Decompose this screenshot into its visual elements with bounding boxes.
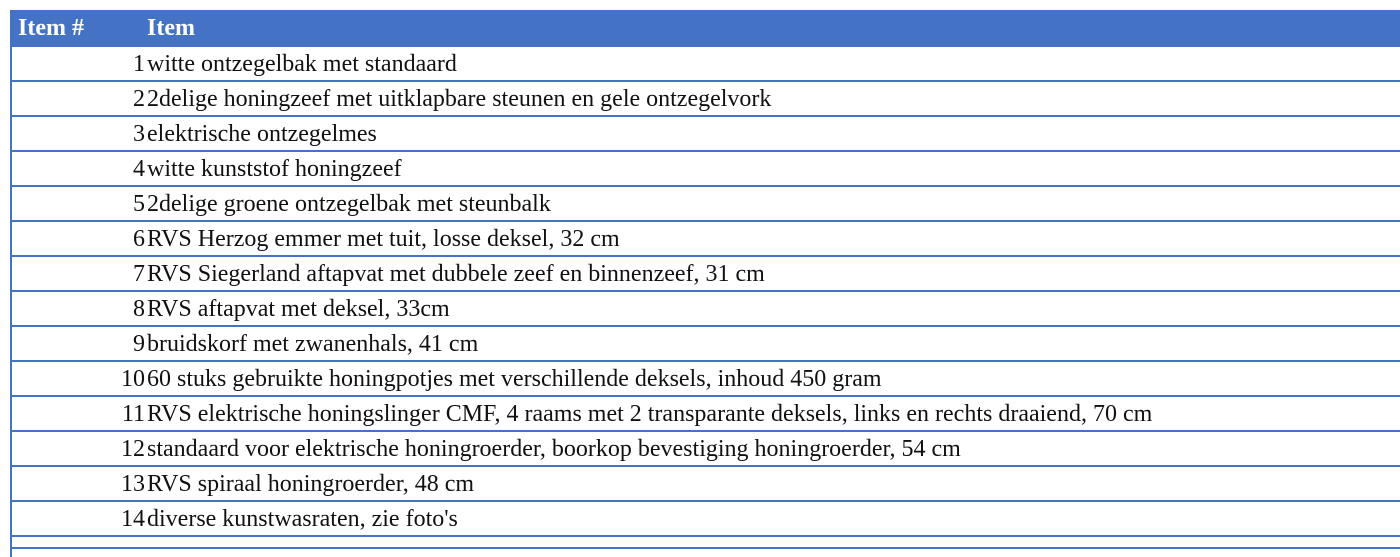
table-header-row <box>12 10 1400 47</box>
table-row <box>12 257 1400 292</box>
row-item: witte ontzegelbak met standaard <box>147 51 457 77</box>
item-table <box>10 10 1400 557</box>
row-item: RVS aftapvat met deksel, 33cm <box>147 296 450 322</box>
row-item: 2delige honingzeef met uitklapbare steunen en gele ontzegelvork <box>147 86 772 112</box>
table-row <box>12 362 1400 397</box>
row-number: 1 <box>133 51 145 77</box>
row-number: 10 <box>121 366 145 392</box>
row-number: 8 <box>133 296 145 322</box>
row-item: RVS elektrische honingslinger CMF, 4 raams met 2 transparante deksels, links en rechts draaiend, 70 cm <box>147 401 1153 427</box>
table-row <box>12 292 1400 327</box>
table-row <box>12 222 1400 257</box>
row-number: 11 <box>121 401 145 427</box>
row-number: 6 <box>133 226 145 252</box>
row-item: 60 stuks gebruikte honingpotjes met verschillende deksels, inhoud 450 gram <box>147 366 882 392</box>
table-row <box>12 327 1400 362</box>
row-number: 4 <box>133 156 145 182</box>
table-row <box>12 47 1400 82</box>
table-empty-row <box>12 537 1400 549</box>
row-number: 9 <box>133 331 145 357</box>
row-number: 12 <box>121 436 145 462</box>
row-number: 3 <box>133 121 145 147</box>
table-row <box>12 467 1400 502</box>
row-item: bruidskorf met zwanenhals, 41 cm <box>147 331 479 357</box>
row-item: witte kunststof honingzeef <box>147 156 402 182</box>
row-number: 13 <box>121 471 145 497</box>
table-row <box>12 117 1400 152</box>
row-item: diverse kunstwasraten, zie foto's <box>147 506 458 532</box>
table-row <box>12 187 1400 222</box>
table-row <box>12 432 1400 467</box>
header-item: Item <box>147 15 195 41</box>
row-item: elektrische ontzegelmes <box>147 121 377 147</box>
row-number: 2 <box>133 86 145 112</box>
row-number: 5 <box>133 191 145 217</box>
row-item: RVS spiraal honingroerder, 48 cm <box>147 471 475 497</box>
row-item: standaard voor elektrische honingroerder, boorkop bevestiging honingroerder, 54 cm <box>147 436 961 462</box>
row-number: 14 <box>121 506 145 532</box>
table-row <box>12 152 1400 187</box>
table-row <box>12 502 1400 537</box>
row-number: 7 <box>133 261 145 287</box>
row-item: RVS Siegerland aftapvat met dubbele zeef en binnenzeef, 31 cm <box>147 261 765 287</box>
table-row <box>12 82 1400 117</box>
header-item-number: Item # <box>18 15 84 41</box>
row-item: 2delige groene ontzegelbak met steunbalk <box>147 191 551 217</box>
table-row <box>12 397 1400 432</box>
row-item: RVS Herzog emmer met tuit, losse deksel, 32 cm <box>147 226 620 252</box>
